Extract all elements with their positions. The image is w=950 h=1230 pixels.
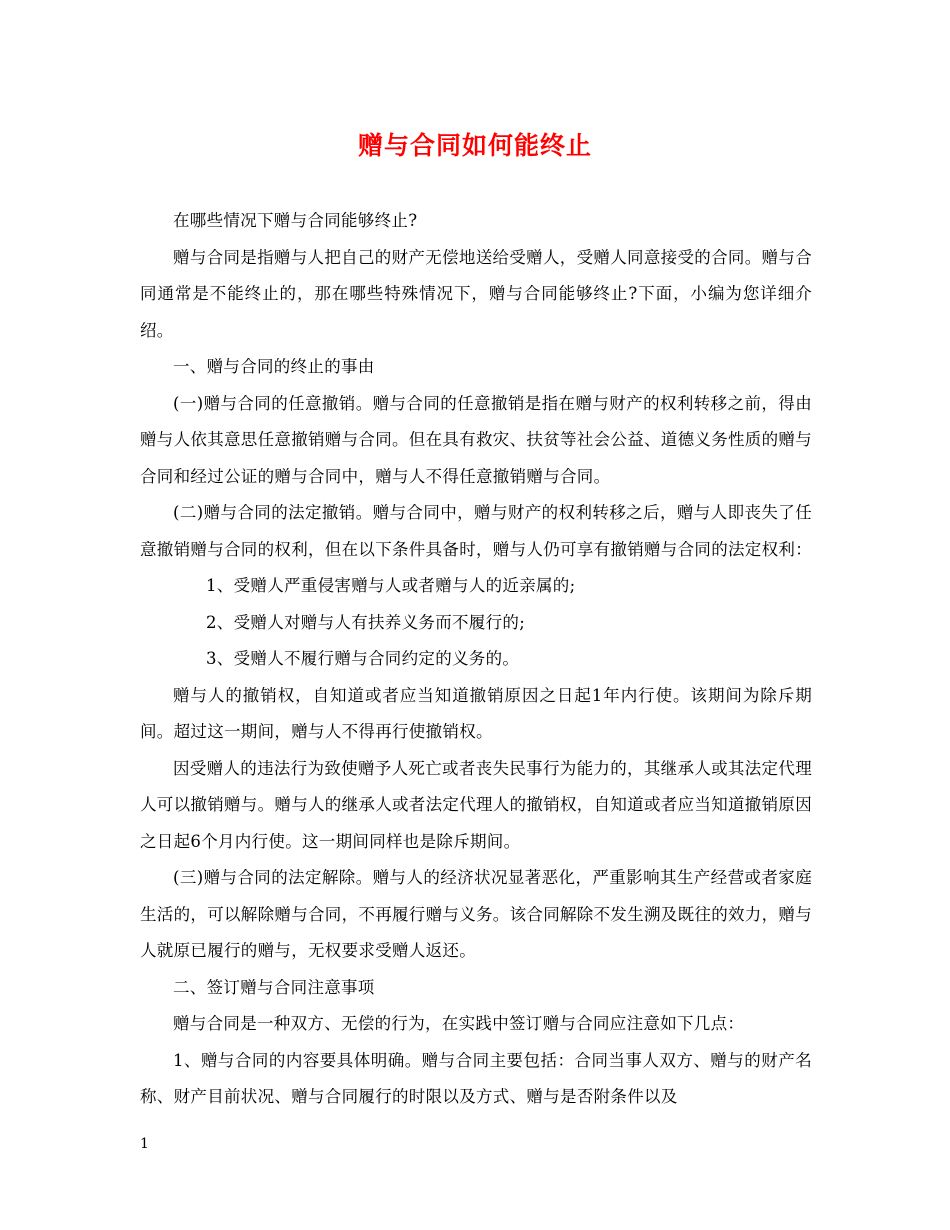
document-title: 赠与合同如何能终止 [357, 131, 592, 160]
list-item [140, 641, 812, 678]
list-item [140, 568, 812, 605]
paragraph: (一)赠与合同的任意撤销。赠与合同的任意撤销是指在赠与财产的权利转移之前，得由赠与人依其意思任意撤销赠与合同。但在具有救灾、扶贫等社会公益、道德义务性质的赠与合同和经过公证的赠与合同中，赠与人不得任意撤销赠与合同。 [140, 393, 812, 486]
paragraph: 赠与合同是指赠与人把自己的财产无偿地送给受赠人，受赠人同意接受的合同。赠与合同通常是不能终止的，那在哪些特殊情况下，赠与合同能够终止?下面，小编为您详细介绍。 [140, 247, 812, 340]
document-body [140, 203, 812, 1116]
section-heading: 二、签订赠与合同注意事项 [173, 977, 375, 997]
list-item-number: 1、 [206, 576, 234, 595]
list-item-number: 3、 [206, 649, 234, 668]
paragraph: 在哪些情况下赠与合同能够终止? [173, 211, 418, 230]
list-item-text: 受赠人对赠与人有扶养义务而不履行的; [233, 612, 526, 632]
list-item [140, 605, 812, 642]
paragraph: 赠与合同是一种双方、无偿的行为，在实践中签订赠与合同应注意如下几点： [173, 1014, 745, 1033]
paragraph: 1、赠与合同的内容要具体明确。赠与合同主要包括：合同当事人双方、赠与的财产名称、财产目前状况、赠与合同履行的时限以及方式、赠与是否附条件以及 [140, 1050, 812, 1106]
page-number: 1 [140, 1136, 149, 1152]
list-item-text: 受赠人不履行赠与合同约定的义务的。 [233, 649, 520, 668]
list-item-text: 受赠人严重侵害赠与人或者赠与人的近亲属的; [233, 576, 576, 595]
paragraph: (三)赠与合同的法定解除。赠与人的经济状况显著恶化，严重影响其生产经营或者家庭生活的，可以解除赠与合同，不再履行赠与义务。该合同解除不发生溯及既往的效力，赠与人就原已履行的赠与，无权要求受赠人返还。 [140, 868, 812, 960]
paragraph: 赠与人的撤销权，自知道或者应当知道撤销原因之日起1年内行使。该期间为除斥期间。超过这一期间，赠与人不得再行使撤销权。 [140, 685, 812, 741]
list-item-number: 2、 [206, 612, 234, 632]
section-heading: 一、赠与合同的终止的事由 [173, 357, 375, 376]
paragraph: (二)赠与合同的法定撤销。赠与合同中，赠与财产的权利转移之后，赠与人即丧失了任意撤销赠与合同的权利，但在以下条件具备时，赠与人仍可享有撤销赠与合同的法定权利： [140, 503, 812, 559]
paragraph: 因受赠人的违法行为致使赠予人死亡或者丧失民事行为能力的，其继承人或其法定代理人可以撤销赠与。赠与人的继承人或者法定代理人的撤销权，自知道或者应当知道撤销原因之日起6个月内行使。这一期间同样也是除斥期间。 [140, 758, 812, 851]
